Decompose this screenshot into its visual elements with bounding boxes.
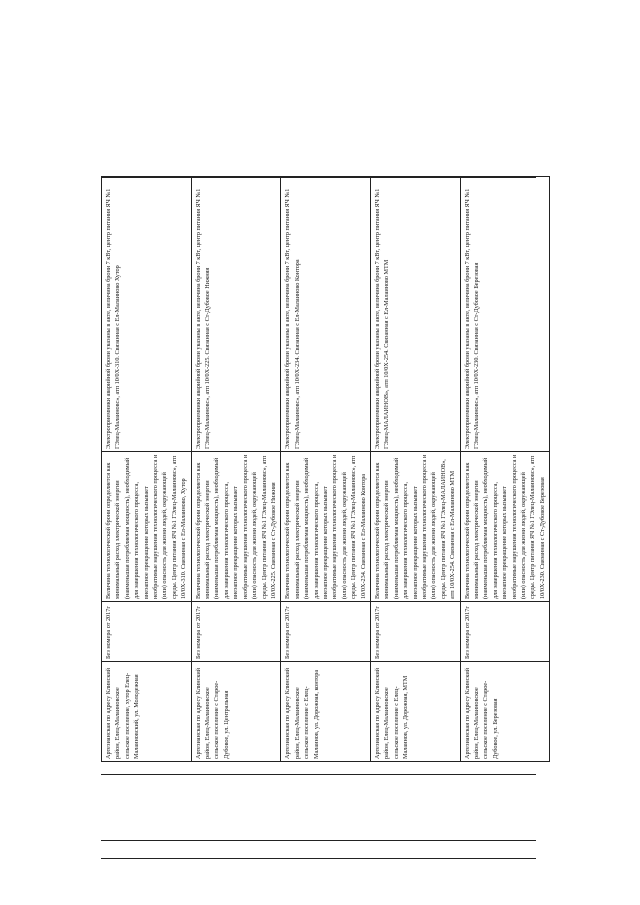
rotated-table-container <box>101 177 546 762</box>
note-cell: Электроприемники аварийной брони указаны в акте, величина брони 7 кВт, центр питания ЯЧ №1 ГЭлец-Малаиновс», атп 10/0Х-230. Связанная с Ст-Дубовое Березовая <box>460 177 550 452</box>
number-cell: Без номера от 2017г <box>191 602 281 662</box>
table-row <box>191 177 281 762</box>
note-cell: Электроприемники аварийной брони указаны в акте, величина брони 7 кВт, центр питания ЯЧ №1 ГЭлец-Малаиновс», атп 10/0Х-310. Связанная с Ел-Малаиново Хутор <box>102 177 192 452</box>
table-row <box>102 177 192 762</box>
note-cell: Электроприемники аварийной брони указаны в акте, величина брони 7 кВт, центр питания ЯЧ №1 ГЭлец-Малаиновс», атп 10/0Х-234. Связанная с Ел-Малаиново Контора <box>281 177 371 452</box>
location-cell: Артезианская по адресу Клинский район, Елец-Малаиновское сельское поселение с Старое-Дубовое, ул. Центральная <box>191 662 281 762</box>
description-cell: Величина технологической брони определяется как минимальный расход электрической энергии (наименьшая потребляемая мощность), необходимый для завершения технологического процесса, внезапное прекращение которых вызывает необратимые нарушения технологического процесса и (или) опасность для жизни людей, окружающей среды. Центр питания ЯЧ №1 ГЭлец-Малаиновс», атп 10/0Х-310. Связанная с Ел-Малаиново, Хутор <box>102 452 192 602</box>
number-cell: Без номера от 2017г <box>460 602 550 662</box>
description-cell: Величина технологической брони определяется как минимальный расход электрической энергии (наименьшая потребляемая мощность), необходимый для завершения технологического процесса, внезапное прекращение которых вызывает необратимые нарушения технологического процесса и (или) опасность для жизни людей, окружающей среды. Центр питания ЯЧ №1 ГЭлец-Малаиновс», атп 10/0Х-225. Связанная с Ст-Дубовое Нижняя <box>191 452 281 602</box>
horizontal-rule-2 <box>101 840 536 841</box>
rotated-table <box>101 177 546 762</box>
horizontal-rule-3 <box>101 858 536 859</box>
location-cell: Артезианская по адресу Клинский район, Елец-Малаиновское сельское поселение с Елец-Малаинов, ул. Дорожная, контора <box>281 662 371 762</box>
description-cell: Величина технологической брони определяется как минимальный расход электрической энергии (наименьшая потребляемая мощность), необходимый для завершения технологического процесса, внезапное прекращение которых вызывает необратимые нарушения технологического процесса и (или) опасность для жизни людей, окружающей среды. Центр питания ЯЧ №1 ГЭлец-МАЛАИНОВ», атп 10/0Х-254. Связанная с Ел-Малаиново МТМ <box>370 452 460 602</box>
table-row <box>370 177 460 762</box>
location-cell: Артезианская по адресу Клинский район, Елец-Малаиновское сельское поселение, хутор Елец-Малаиновский, ул. Молодежная <box>102 662 192 762</box>
horizontal-rule-1 <box>101 774 536 775</box>
table-row <box>460 177 550 762</box>
description-cell: Величина технологической брони определяется как минимальный расход электрической энергии (наименьшая потребляемая мощность), необходимый для завершения технологического процесса, внезапное прекращение которых вызывает необратимые нарушения технологического процесса и (или) опасность для жизни людей, окружающей среды. Центр питания ЯЧ №1 ГЭлец-Малаиновс», атп 10/0Х-234. Связанная с Ел-Малаиново Контора <box>281 452 371 602</box>
table-row <box>281 177 371 762</box>
note-cell: Электроприемники аварийной брони указаны в акте, величина брони 7 кВт, центр питания ЯЧ №1 ГЭлец-Малаиновс», атп 10/0Х-225. Связанная с Ст-Дубовое Нижняя <box>191 177 281 452</box>
location-cell: Артезианская по адресу Клинский район, Елец-Малаиновское сельское поселение с Елец-Малаинов, ул. Дорожная, МТМ <box>370 662 460 762</box>
number-cell: Без номера от 2017г <box>370 602 460 662</box>
number-cell: Без номера от 2017г <box>102 602 192 662</box>
electricity-reserve-table <box>101 176 550 762</box>
note-cell: Электроприемники аварийной брони указаны в акте, величина брони 7 кВт, центр питания ЯЧ №1 ГЭлец-МАЛАИНОВ», атп 10/0Х-254. Связанная с Ел-Малаиново МТМ <box>370 177 460 452</box>
location-cell: Артезианская по адресу Клинский район, Елец-Малаиновское сельское поселение с Старое-Дубовое, ул. Березовая <box>460 662 550 762</box>
description-cell: Величина технологической брони определяется как минимальный расход электрической энергии (наименьшая потребляемая мощность), необходимый для завершения технологического процесса, внезапное прекращение которых вызывает необратимые нарушения технологического процесса и (или) опасность для жизни людей, окружающей среды. Центр питания ЯЧ №1 ГЭлец-Малаиновс», атп 10/0Х-230. Связанная с Ст-Дубовое Березовая <box>460 452 550 602</box>
number-cell: Без номера от 2017г <box>281 602 371 662</box>
